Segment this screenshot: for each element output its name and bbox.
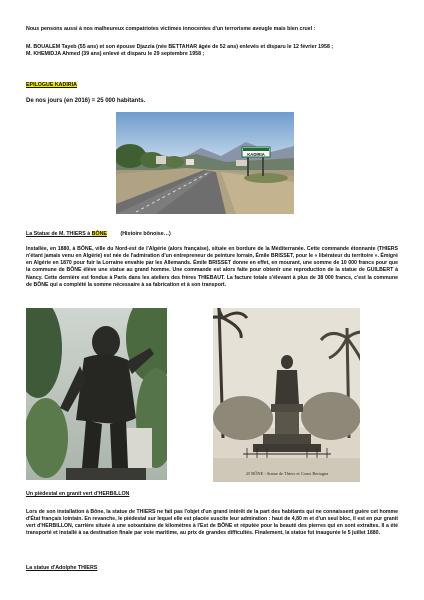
thiers-postcard (213, 308, 360, 482)
statue-heading-suffix: (Histoire bônoise…) (120, 231, 171, 237)
postcard-caption: 25 BÔNE - Statue de Thiers et Cours Bertagna (245, 471, 329, 476)
statue-heading-prefix: La Statue de M. THIERS à (26, 231, 92, 237)
epilogue-heading-label: EPILOGUE KADIRIA (26, 82, 77, 88)
statue-photo-drawing (26, 308, 167, 480)
population-text: De nos jours (en 2016) = 25 000 habitants. (26, 98, 146, 104)
kadiria-road-photo (116, 112, 294, 214)
statue-heading (26, 231, 171, 238)
sign-text: KADIRIA (247, 152, 265, 157)
thiers-statue-photo (26, 308, 167, 480)
road-photo-drawing (116, 112, 294, 214)
adolphe-thiers-heading: La statue d'Adolphe THIERS (26, 565, 98, 571)
statue-heading-place: BÔNE (91, 231, 107, 237)
epilogue-heading (26, 82, 77, 89)
victim-line-1: M. BOUALEM Tayeb (55 ans) et son épouse Djazzia (née BETTAHAR âgée de 52 ans) enlevés et disparu le 12 février 1958 ; (26, 44, 334, 50)
statue-paragraph: Installée, en 1880, à BÔNE, ville du Nord-est de l'Algérie (alors française), située en bordure de la Méditerranée. Cette commande étonnante (THIERS n'étant jamais venu en Algérie) est née de l'admiration d'un entrepreneur de peinture lorrain, Émile BRISSET, pour le « libérateur du territoire ». Émigré en Algérie en 1870 pour fuir la Lorraine envahie par les Allemands. Émile BRISSET donne en effet, en mourant, une somme de 10 000 francs pour que la commune de BÔNE élève une statue au grand homme. Une commande est alors faite pour obtenir une reproduction de la statue de GUILBERT à Nancy. Cette dernière est fondue à Paris dans les ateliers des frères THIEBAUT. La facture totale s'élevant à plus de 38 000 francs, c'est la commune de BÔNE qui a complété la somme nécessaire à sa fabrication et à son transport. (26, 246, 398, 288)
pedestal-paragraph: Lors de son installation à Bône, la statue de THIERS ne fait pas l'objet d'un grand intérêt de la part des habitants qui ne connaissent guère cet homme d'État français lointain. En revanche, le piédestal sur lequel elle est placée suscite leur admiration : haut de 4,80 m et d'un seul bloc, il est en pur granit vert d'HERBILLON, carrière située à une soixantaine de kilomètres à l'Est de BÔNE et réputée pour la beauté des pierres qui en sont extraites. Il a été transporté et installé à sa destination finale par voie maritime, au prix de grandes difficultés. Finalement, la statue fut inaugurée le 5 juillet 1880. (26, 509, 398, 537)
intro-text: Nous pensons aussi à nos malheureux compatriotes victimes innocentes d'un terrorisme aveugle mais bien cruel : (26, 26, 316, 32)
postcard-drawing (213, 308, 360, 482)
pedestal-heading: Un piédestal en granit vert d'HERBILLON (26, 491, 130, 497)
victim-line-2: M. KHEMIDJA Ahmed (39 ans) enlevé et disparu le 29 septembre 1958 ; (26, 51, 205, 57)
